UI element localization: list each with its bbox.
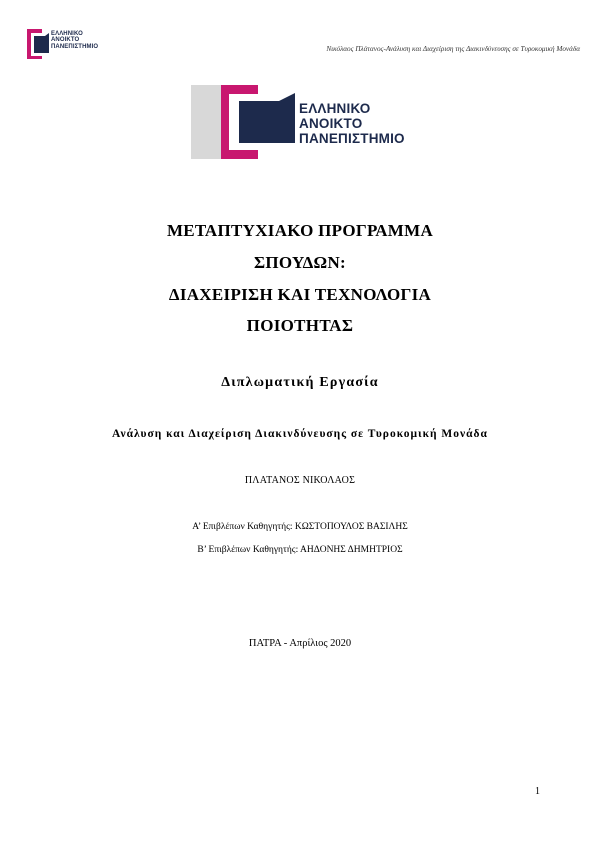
author-name: ΠΛΑΤΑΝΟΣ ΝΙΚΟΛΑΟΣ bbox=[244, 475, 356, 486]
thesis-title: Ανάλυση και Διαχείριση Διακινδύνευσης σε Τυροκομική Μονάδα bbox=[112, 428, 488, 440]
main-logo-text bbox=[299, 101, 405, 146]
program-title-line: ΔΙΑΧΕΙΡΙΣΗ ΚΑΙ ΤΕΧΝΟΛΟΓΙΑ bbox=[168, 285, 432, 304]
header-logo-text bbox=[51, 31, 98, 50]
second-supervisor: Β’ Επιβλέπων Καθηγητής: ΑΗΔΟΝΗΣ ΔΗΜΗΤΡΙΟΣ bbox=[197, 545, 403, 555]
header-logo-line: ΕΛΛΗΝΙΚΟ bbox=[51, 31, 83, 37]
thesis-label: Διπλωματική Εργασία bbox=[221, 375, 379, 390]
main-logo-line: ΕΛΛΗΝΙΚΟ bbox=[299, 101, 371, 116]
running-header: Νικόλαος Πλάτανος-Ανάλυση και Διαχείριση της Διακινδύνευσης σε Τυροκομική Μονάδα bbox=[326, 45, 580, 53]
program-title-line: ΠΟΙΟΤΗΤΑΣ bbox=[246, 316, 354, 335]
main-logo-line: ΑΝΟΙΚΤΟ bbox=[299, 116, 363, 132]
main-logo-line: ΠΑΝΕΠΙΣΤΗΜΙΟ bbox=[299, 131, 405, 147]
university-logo-large-icon bbox=[191, 85, 295, 159]
program-title-line: ΣΠΟΥΔΩΝ: bbox=[253, 253, 347, 272]
header-logo bbox=[27, 27, 122, 63]
first-supervisor: Α’ Επιβλέπων Καθηγητής: ΚΩΣΤΟΠΟΥΛΟΣ ΒΑΣΙΛΗΣ bbox=[192, 522, 408, 532]
place-and-date: ΠΑΤΡΑ - Απρίλιος 2020 bbox=[248, 638, 352, 649]
header-logo-line: ΑΝΟΙΚΤΟ bbox=[51, 37, 80, 44]
main-logo bbox=[191, 85, 421, 159]
header-logo-line: ΠΑΝΕΠΙΣΤΗΜΙΟ bbox=[51, 43, 99, 50]
page-number: 1 bbox=[535, 786, 540, 797]
program-title-line: ΜΕΤΑΠΤΥΧΙΑΚΟ ΠΡΟΓΡΑΜΜΑ bbox=[166, 221, 434, 240]
university-logo-icon bbox=[27, 27, 49, 61]
